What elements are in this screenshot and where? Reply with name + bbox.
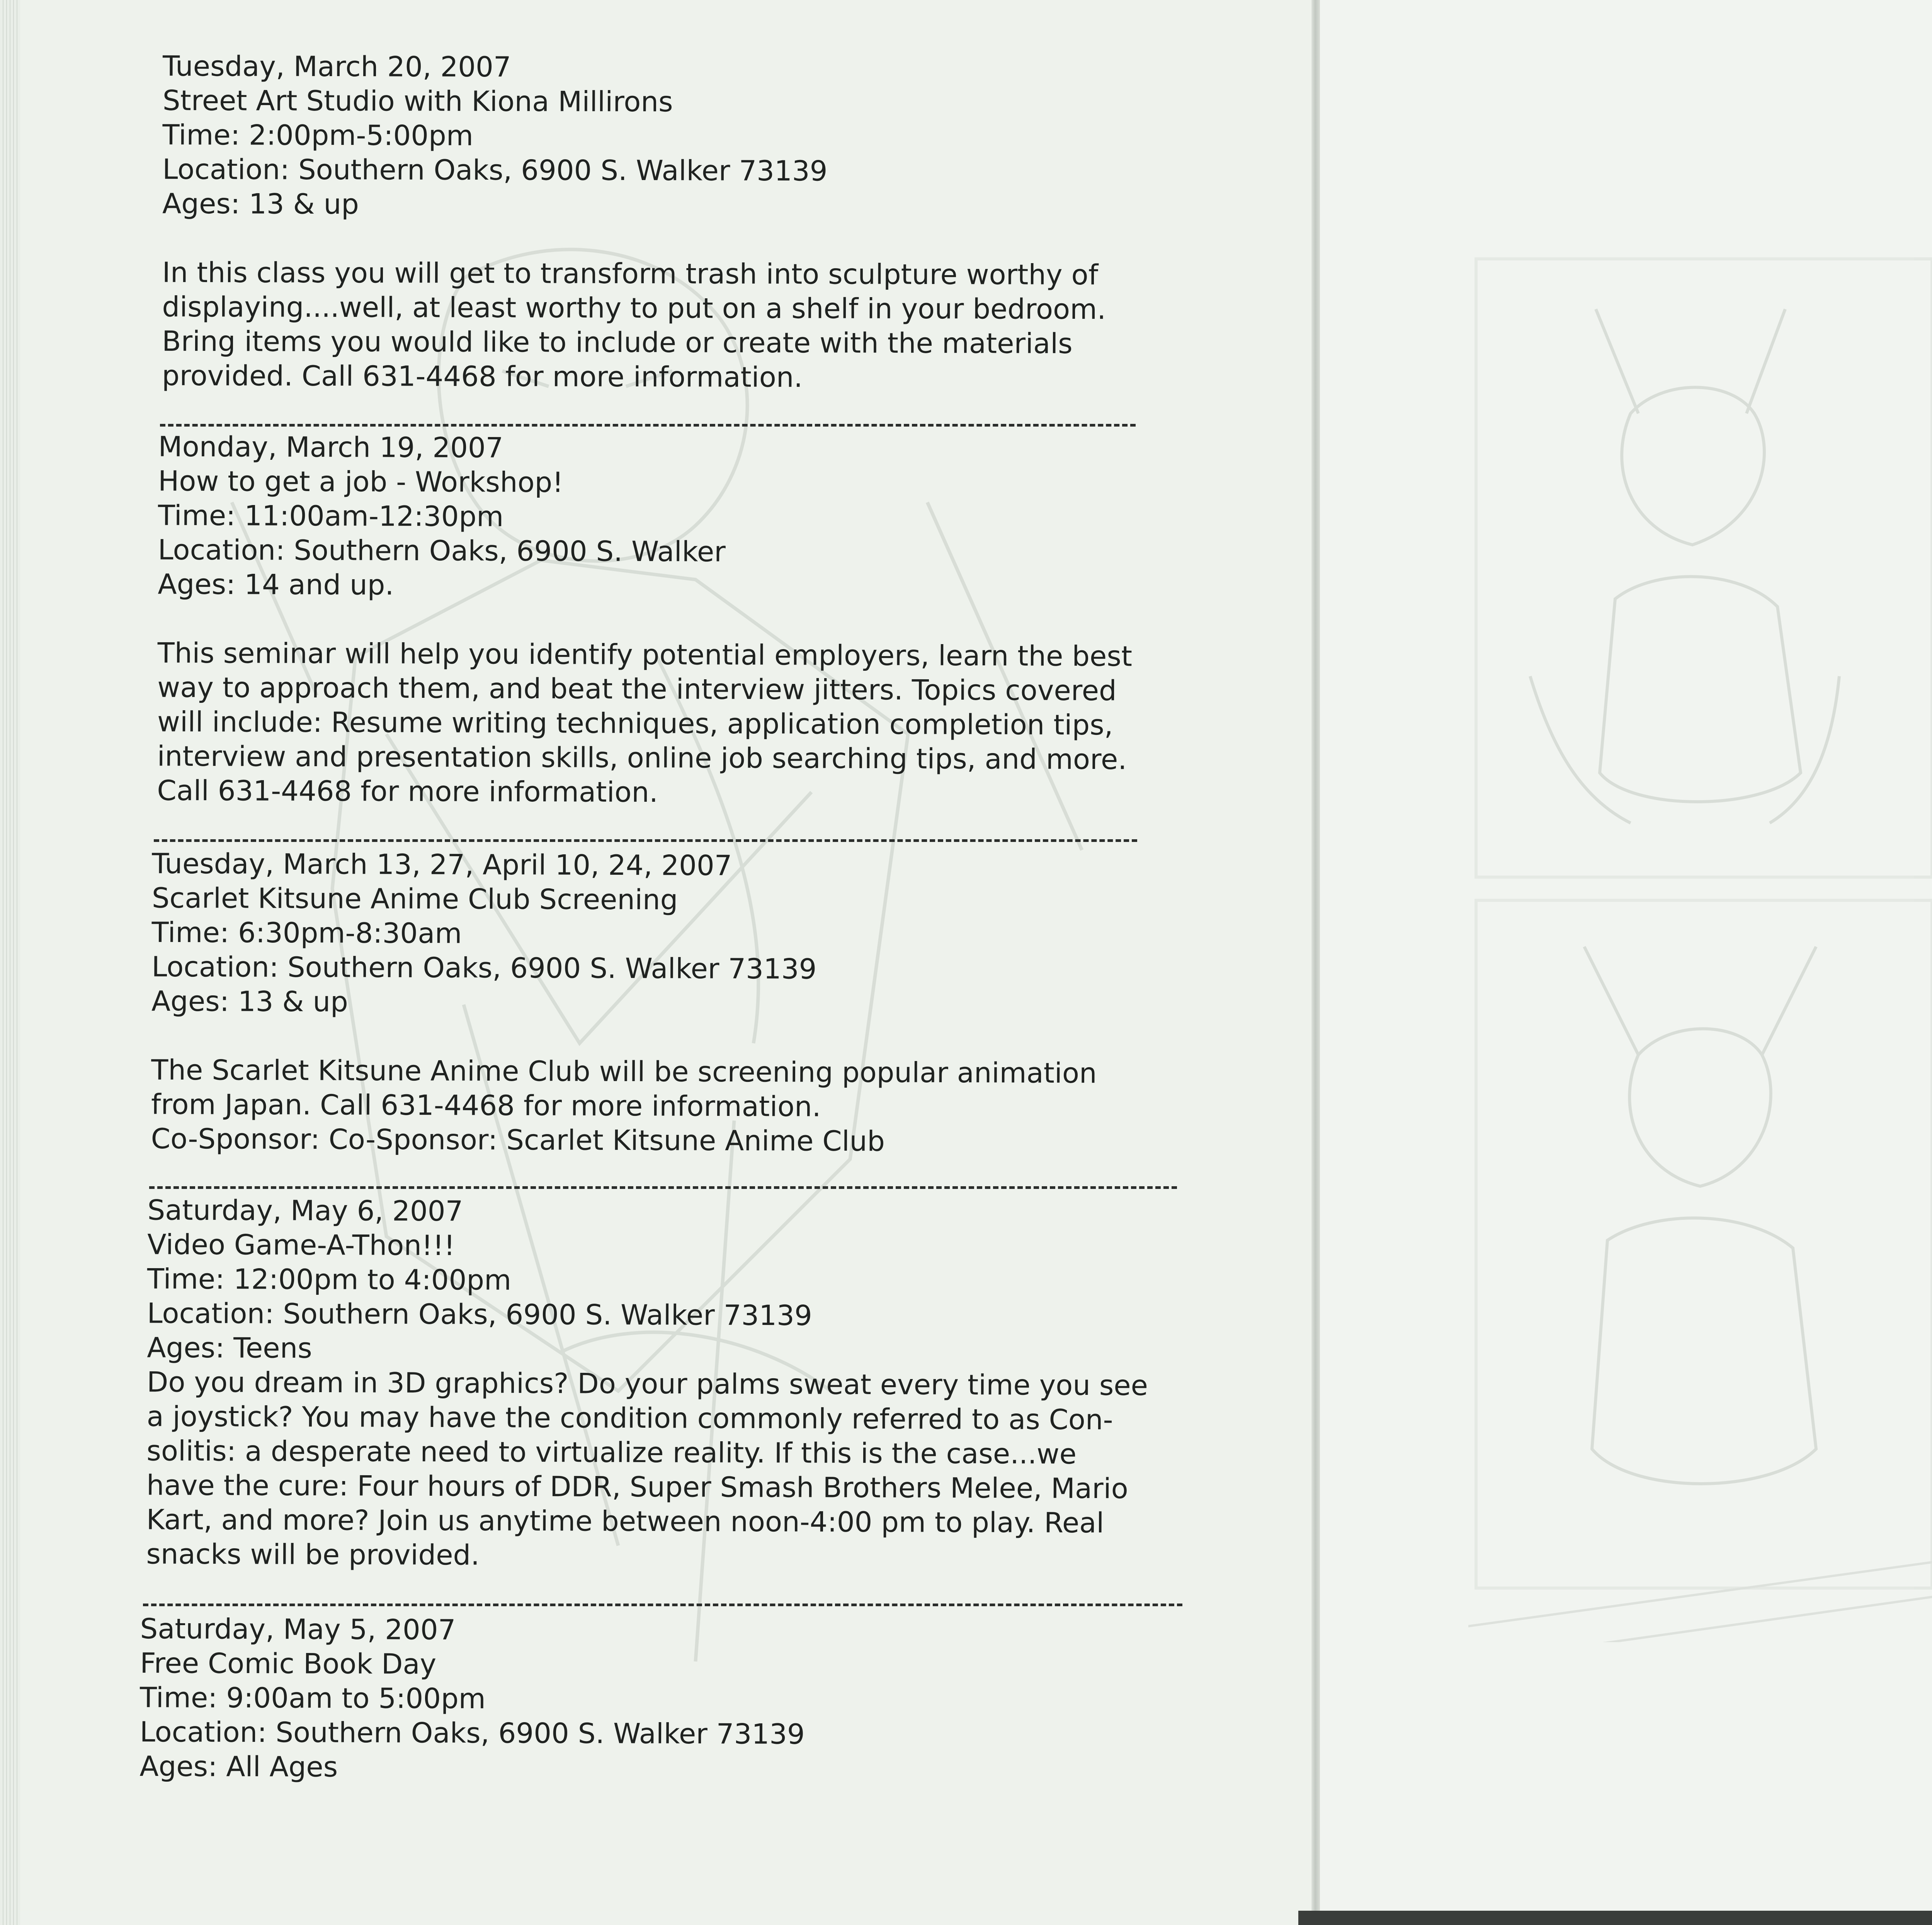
event-location: Location: Southern Oaks, 6900 S. Walker 73139 [151, 950, 817, 985]
event-description-line: provided. Call 631-4468 for more information. [162, 359, 803, 394]
event-description-line: from Japan. Call 631-4468 for more information. [151, 1088, 821, 1123]
event-time: Time: 11:00am-12:30pm [158, 499, 504, 533]
section-divider [143, 1604, 1182, 1606]
event-title: Video Game-A-Thon!!! [147, 1228, 455, 1262]
event-title: Free Comic Book Day [140, 1646, 437, 1680]
page-bottom-edge [1298, 1911, 1932, 1925]
event-street-art-studio [162, 49, 1107, 395]
background-sketch-right [1468, 251, 1932, 1642]
event-title: Street Art Studio with Kiona Millirons [162, 84, 673, 118]
event-date: Monday, March 19, 2007 [158, 430, 503, 464]
left-page [20, 0, 1315, 1911]
event-date: Saturday, May 5, 2007 [140, 1612, 456, 1646]
event-date: Tuesday, March 20, 2007 [162, 49, 511, 83]
event-ages: Ages: All Ages [139, 1750, 338, 1783]
event-sponsor: Co-Sponsor: Co-Sponsor: Scarlet Kitsune Anime Club [151, 1122, 885, 1158]
event-video-game-a-thon [146, 1193, 1148, 1575]
event-title: Scarlet Kitsune Anime Club Screening [151, 881, 678, 916]
event-title: How to get a job - Workshop! [158, 464, 564, 499]
event-description-line: will include: Resume writing techniques, application completion tips, [157, 705, 1113, 741]
event-description-line: This seminar will help you identify potential employers, learn the best [157, 636, 1133, 673]
event-location: Location: Southern Oaks, 6900 S. Walker 73139 [147, 1297, 812, 1332]
event-description-line: way to approach them, and beat the interview jitters. Topics covered [157, 671, 1117, 707]
book-gutter [1311, 0, 1320, 1925]
event-time: Time: 6:30pm-8:30am [151, 916, 462, 950]
event-anime-club-screening [151, 847, 1098, 1160]
event-description-line: The Scarlet Kitsune Anime Club will be screening popular animation [151, 1053, 1097, 1090]
event-description-line: a joystick? You may have the condition commonly referred to as Con- [146, 1400, 1113, 1436]
event-description-line: have the cure: Four hours of DDR, Super Smash Brothers Melee, Mario [146, 1469, 1128, 1505]
event-time: Time: 12:00pm to 4:00pm [147, 1262, 512, 1296]
event-description-line: Call 631-4468 for more information. [157, 774, 658, 809]
section-divider [149, 1186, 1177, 1189]
event-description-line: Kart, and more? Join us anytime between noon-4:00 pm to play. Real [146, 1503, 1104, 1539]
event-location: Location: Southern Oaks, 6900 S. Walker 73139 [162, 153, 828, 187]
event-description-line: displaying....well, at least worthy to put on a shelf in your bedroom. [162, 290, 1106, 326]
event-description-line: Do you dream in 3D graphics? Do your palms sweat every time you see [146, 1366, 1148, 1402]
event-ages: Ages: 13 & up [162, 187, 359, 221]
event-date: Tuesday, March 13, 27, April 10, 24, 2007 [152, 847, 732, 882]
event-date: Saturday, May 6, 2007 [147, 1194, 463, 1228]
event-location: Location: Southern Oaks, 6900 S. Walker 73139 [139, 1715, 805, 1751]
right-page [1320, 0, 1932, 1911]
event-time: Time: 9:00am to 5:00pm [139, 1681, 486, 1715]
event-time: Time: 2:00pm-5:00pm [162, 118, 474, 152]
event-free-comic-book-day [139, 1612, 805, 1786]
event-description-line: In this class you will get to transform trash into sculpture worthy of [162, 256, 1099, 291]
page-edges [0, 0, 20, 1925]
event-ages: Ages: 14 and up. [158, 568, 394, 601]
event-description-line: snacks will be provided. [146, 1537, 480, 1571]
event-description-line: solitis: a desperate need to virtualize reality. If this is the case...we [146, 1434, 1077, 1470]
event-job-workshop [157, 430, 1133, 811]
event-description-line: interview and presentation skills, online job searching tips, and more. [157, 740, 1127, 776]
event-ages: Ages: 13 & up [151, 985, 348, 1018]
event-description-line: Bring items you would like to include or create with the materials [162, 325, 1073, 360]
event-location: Location: Southern Oaks, 6900 S. Walker [158, 533, 726, 568]
section-divider [160, 424, 1136, 427]
event-ages: Ages: Teens [147, 1331, 312, 1364]
section-divider [154, 839, 1137, 842]
